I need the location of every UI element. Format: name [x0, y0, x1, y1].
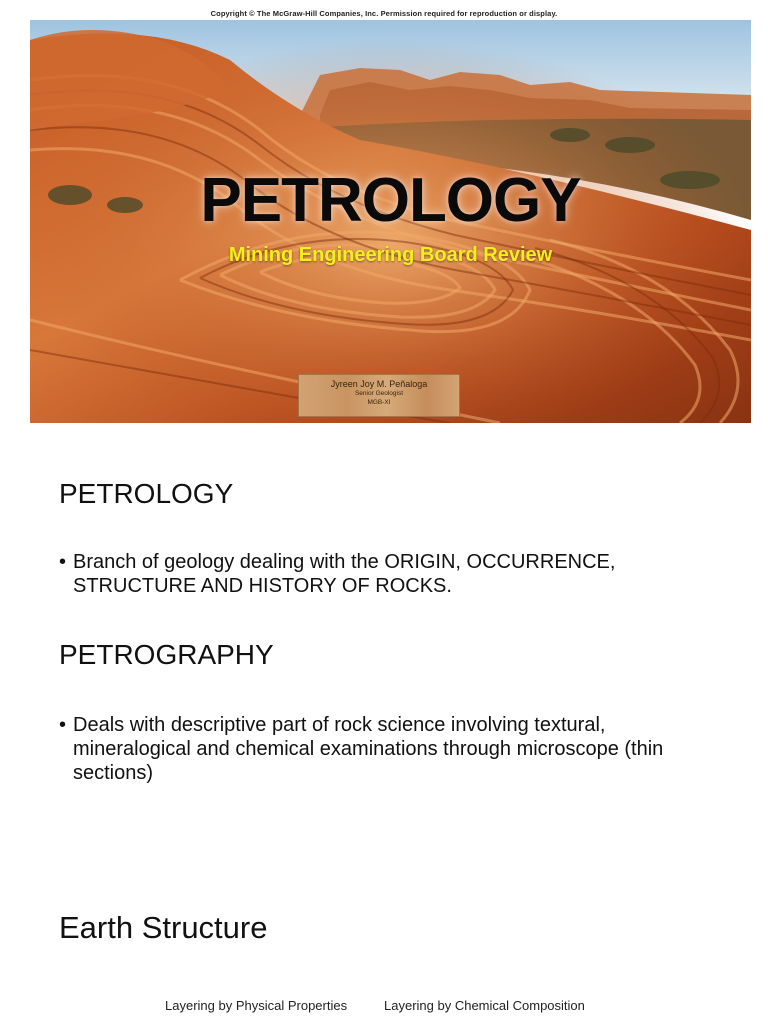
- label-chemical-layering: Layering by Chemical Composition: [384, 998, 585, 1013]
- bullet-glyph: •: [59, 551, 67, 573]
- cover-title: PETROLOGY: [200, 166, 581, 235]
- section-heading-petrology: PETROLOGY: [59, 478, 234, 509]
- cover-slide: [30, 20, 751, 423]
- copyright-notice: Copyright © The McGraw-Hill Companies, Inc. Permission required for reproduction or display.: [210, 9, 558, 18]
- bullet-text: Deals with descriptive part of rock science involving textural, mineralogical and chemical examinations through microscope (thin sections): [73, 714, 664, 784]
- author-role: Senior Geologist: [354, 390, 404, 397]
- bullet-petrography: [59, 713, 719, 785]
- author-org: MGB-XI: [367, 399, 391, 406]
- bullet-petrology: [59, 550, 719, 598]
- bullet-glyph: •: [59, 714, 67, 736]
- label-physical-layering: Layering by Physical Properties: [165, 998, 348, 1013]
- cover-subtitle: Mining Engineering Board Review: [228, 244, 553, 266]
- bullet-text: Branch of geology dealing with the ORIGIN, OCCURRENCE, STRUCTURE AND HISTORY OF ROCKS.: [73, 551, 616, 597]
- section-heading-earth-structure: Earth Structure: [59, 910, 268, 945]
- section-heading-petrography: PETROGRAPHY: [59, 639, 274, 670]
- author-nameplate: [298, 374, 460, 417]
- author-name: Jyreen Joy M. Peñaloga: [330, 379, 428, 389]
